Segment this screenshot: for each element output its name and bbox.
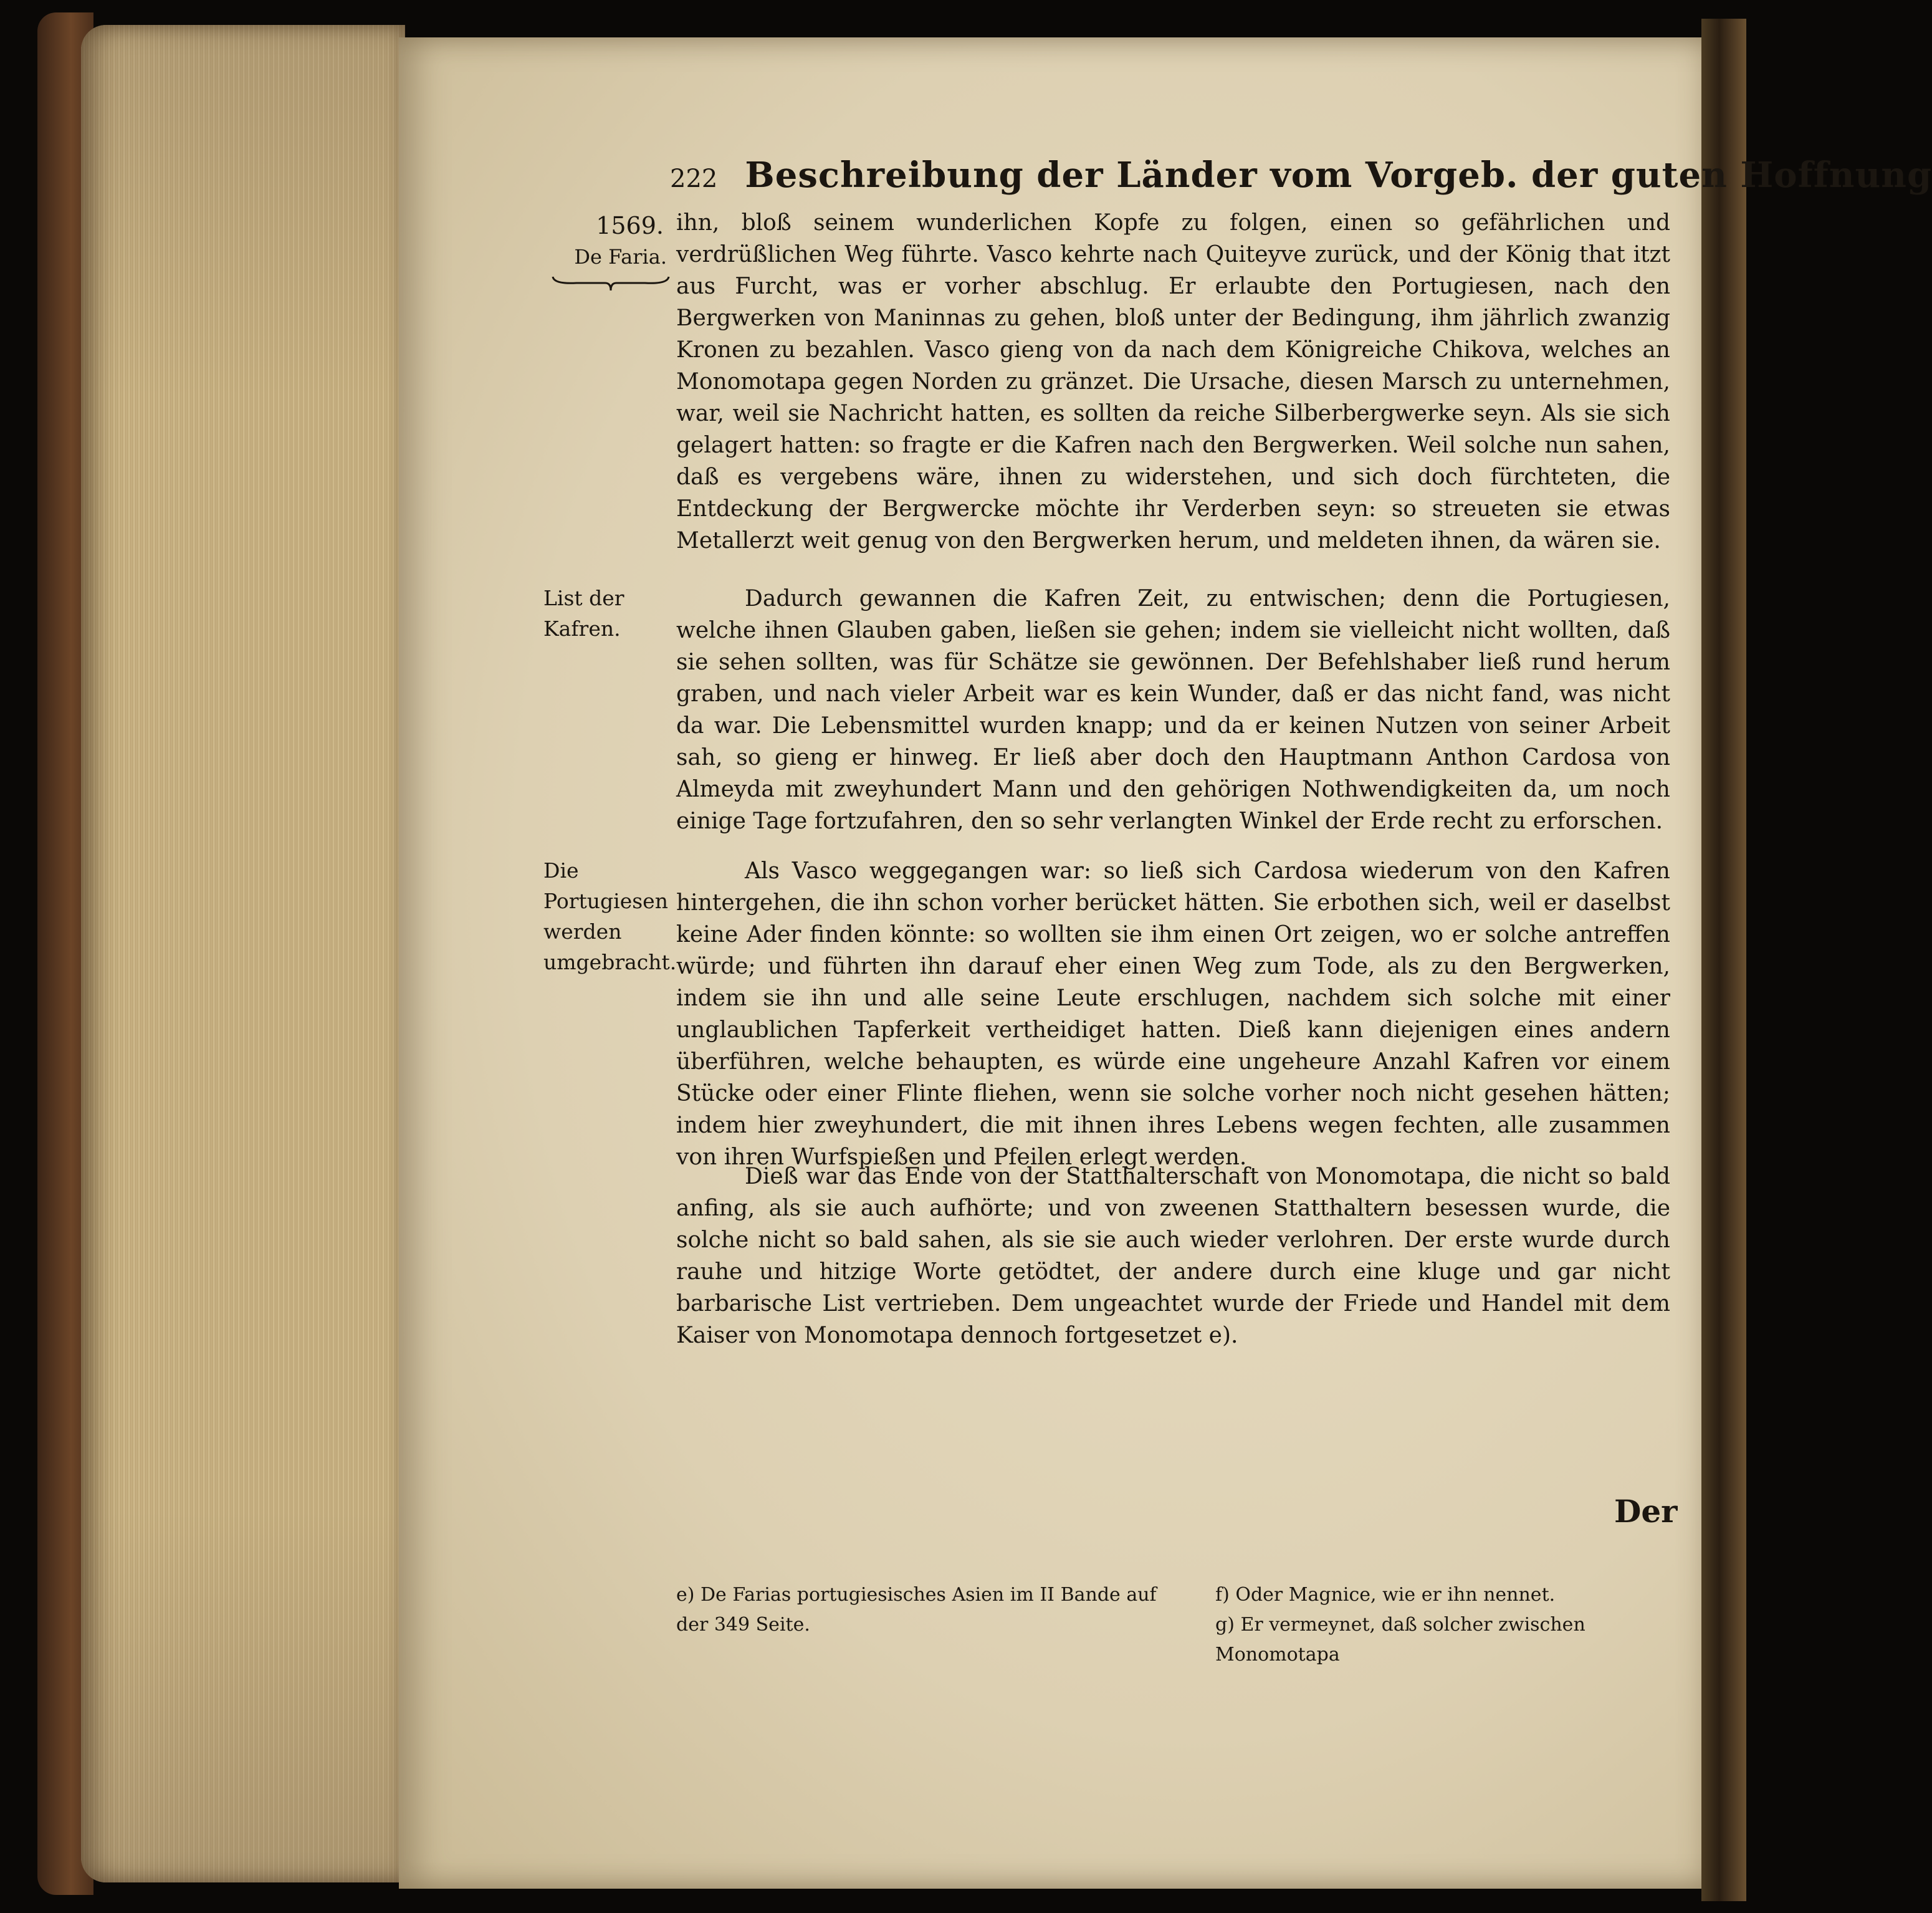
paragraph-1: [676, 207, 1670, 557]
footnote-g: g) Er vermeynet, daß solcher zwischen Monomotapa: [1215, 1614, 1585, 1666]
paragraph-text: Dieß war das Ende von der Statthalterschaft von Monomotapa, die nicht so bald anfing, als sie auch aufhörte; und von zweenen Statthaltern besessen wurde, die solche nicht so bald sahen, als sie sie auch wieder verlohren. Der erste wurde durch rauhe und hitzige Worte getödtet, der andere durch eine kluge und gar nicht barbarische List vertrieben. Dem ungeachtet wurde der Friede und Handel mit dem Kaiser von Monomotapa dennoch fortgesetzet e).: [676, 1164, 1670, 1348]
paragraph-text: Als Vasco weggegangen war: so ließ sich Cardosa wiederum von den Kafren hintergehen, die ihn schon vorher berücket hätten. Sie erbothen sich, weil er daselbst keine Ader finden könnte: so wollten sie ihm einen Ort zeigen, wo er solche antreffen würde; und führten ihn darauf eher einen Weg zum Tode, als zu den Bergwerken, indem sie ihn und alle seine Leute erschlugen, nachdem sich solche mit einer unglaublichen Tapferkeit vertheidiget hatten. Dieß kann diejenigen eines andern überführen, welche behaupten, es würde eine ungeheure Anzahl Kafren vor einem Stücke oder einer Flinte fliehen, wenn sie solche vorher noch nicht gesehen hätten; indem hier zweyhundert, die mit ihnen ihres Lebens wegen fechten, alle zusammen von ihren Wurfspießen und Pfeilen erlegt werden.: [676, 858, 1670, 1170]
page-number: 222: [670, 165, 718, 193]
page-header: [670, 155, 1932, 204]
paragraph-3: [676, 855, 1670, 1173]
paragraph-text: Dadurch gewannen die Kafren Zeit, zu entwischen; denn die Portugiesen, welche ihnen Glauben gaben, ließen sie gehen; indem sie vielleicht nicht wollten, daß sie sehen sollten, was für Schätze sie gewönnen. Der Befehlshaber ließ rund herum graben, und nach vieler Arbeit war es kein Wunder, daß er das nicht fand, was nicht da war. Die Lebensmittel wurden knapp; und da er keinen Nutzen von seiner Arbeit sah, so gieng er hinweg. Er ließ aber doch den Hauptmann Anthon Cardosa von Almeyda mit zweyhundert Mann und den gehörigen Nothwendigkeiten da, um noch einige Tage fortzufahren, den so sehr verlangten Winkel der Erde recht zu erforschen.: [676, 586, 1670, 834]
footnote-e: e) De Farias portugiesisches Asien im II Bande auf der 349 Seite.: [676, 1584, 1157, 1636]
running-title: Beschreibung der Länder vom Vorgeb. der guten Hoffnung: [745, 155, 1932, 196]
margin-source: De Faria.: [574, 245, 667, 269]
margin-year: 1569.: [596, 212, 664, 239]
marginal-note-portugiesen: Die Portugiesen werden umgebracht.: [543, 858, 677, 974]
footnotes-left: [676, 1580, 1169, 1640]
footnote-f: f) Oder Magnice, wie er ihn nennet.: [1215, 1584, 1556, 1606]
catchword: Der: [1614, 1493, 1678, 1530]
footnotes-right: [1215, 1580, 1670, 1670]
paragraph-text: ihn, bloß seinem wunderlichen Kopfe zu folgen, einen so gefährlichen und verdrüßlichen Weg führte. Vasco kehrte nach Quiteyve zurück, und der König that itzt aus Furcht, was er vorher abschlug. Er erlaubte den Portugiesen, nach den Bergwerken von Maninnas zu gehen, bloß unter der Bedingung, ihm jährlich zwanzig Kronen zu bezahlen. Vasco gieng von da nach dem Königreiche Chikova, welches an Monomotapa gegen Norden zu gränzet. Die Ursache, diesen Marsch zu unternehmen, war, weil sie Nachricht hatten, es sollten da reiche Silberbergwerke seyn. Als sie sich gelagert hatten: so fragte er die Kafren nach den Bergwerken. Weil solche nun sahen, daß es vergebens wäre, ihnen zu widerstehen, und sich doch fürchteten, die Entdeckung der Bergwercke möchte ihr Verderben seyn: so streueten sie etwas Metallerzt weit genug von den Bergwerken herum, und meldeten ihnen, da wären sie.: [676, 210, 1670, 554]
marginal-note-list-der-kafren: List der Kafren.: [543, 586, 624, 641]
paragraph-2: [676, 583, 1670, 837]
margin-brace-icon: [552, 274, 670, 293]
page-block-edges: [81, 25, 405, 1882]
facing-page-gutter: [1701, 19, 1746, 1901]
paragraph-4: [676, 1161, 1670, 1351]
